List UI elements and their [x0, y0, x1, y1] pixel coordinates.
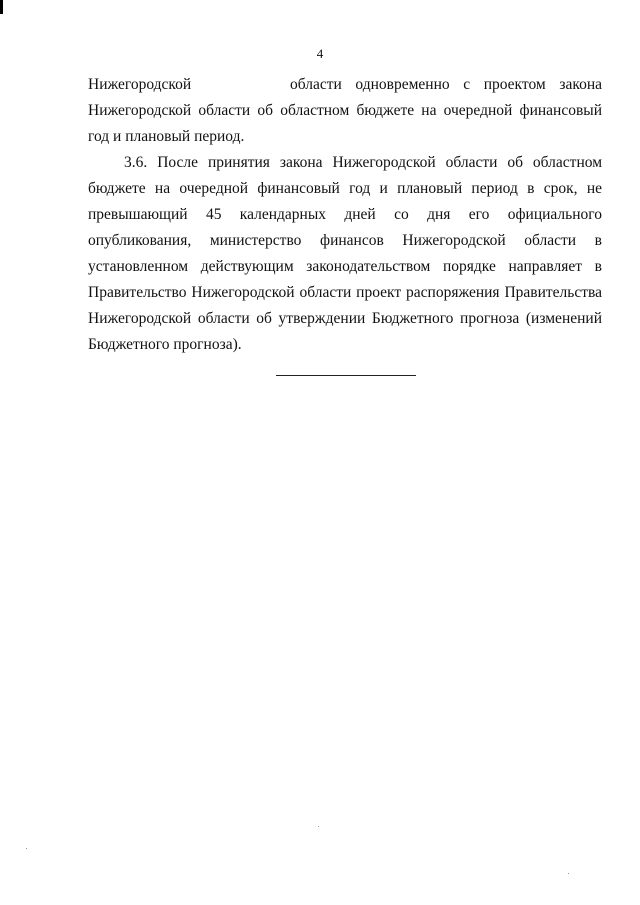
paragraph-line: бюджете на очередной финансовый год и плановый период в срок, не	[88, 180, 602, 197]
paragraph-line: год и плановый период.	[88, 128, 245, 145]
scan-speck	[568, 873, 569, 874]
paragraph-continuation	[88, 72, 602, 150]
paragraph-line: Правительство Нижегородской области проект распоряжения Правительства	[88, 284, 602, 301]
end-separator-line	[276, 375, 416, 376]
scan-speck	[318, 826, 319, 827]
scan-corner-mark	[0, 0, 3, 14]
scan-speck	[26, 848, 27, 849]
paragraph-line: Бюджетного прогноза).	[88, 336, 242, 353]
paragraph-line: Нижегородской области об областном бюджете на очередной финансовый	[88, 102, 602, 119]
paragraph-line: превышающий 45 календарных дней со дня его официального	[88, 206, 602, 223]
paragraph-line: Нижегородской области об утверждении Бюджетного прогноза (изменений	[88, 310, 602, 327]
paragraph-line: установленном действующим законодательством порядке направляет в	[88, 258, 602, 275]
page-number: 4	[316, 46, 324, 61]
paragraph-line: 3.6. После принятия закона Нижегородской области об областном	[124, 154, 602, 171]
paragraph-line-right-fragment: области одновременно с проектом закона	[290, 76, 602, 93]
paragraph-3-6	[88, 150, 602, 358]
paragraph-line: опубликования, министерство финансов Нижегородской области в	[88, 232, 602, 249]
paragraph-line	[88, 72, 602, 98]
paragraph-line-left-fragment: Нижегородской	[88, 76, 192, 93]
